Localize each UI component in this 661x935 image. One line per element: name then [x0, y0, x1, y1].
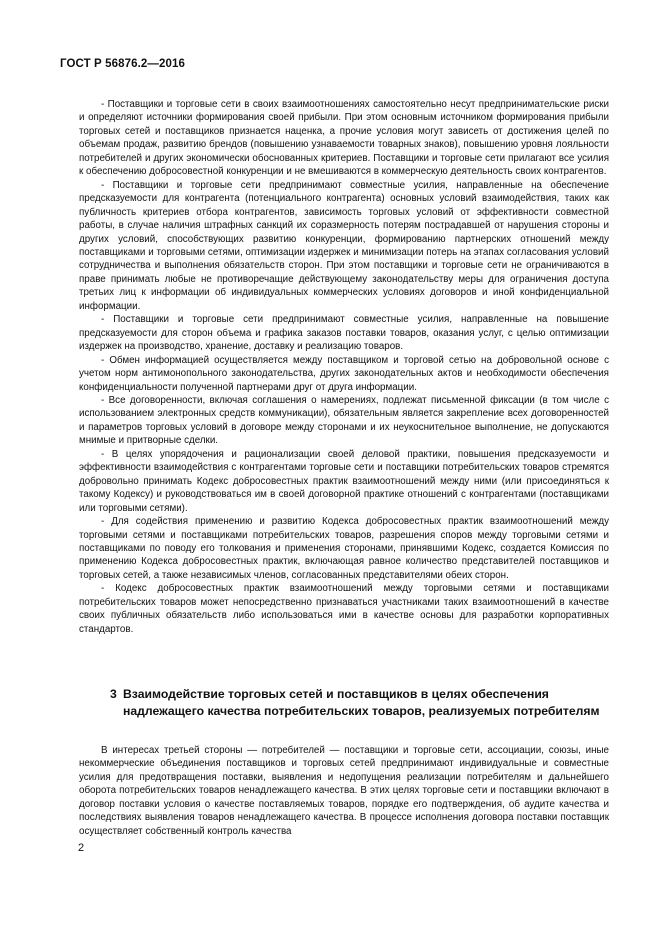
document-header: ГОСТ Р 56876.2—2016: [60, 58, 185, 70]
paragraph-1: - Поставщики и торговые сети в своих взаимоотношениях самостоятельно несут предпринимательские риски и определяют источники формирования своей прибыли. При этом основным источником формирования прибыли торговых сетей и поставщиков признается наценка, а прочие условия могут зависеть от достижения целей по объемам продаж, развитию брендов (повышению узнаваемости товарных знаков), повышению уровня лояльности потребителей и других экономически обоснованных критериев. Поставщики и торговые сети прилагают все усилия к обеспечению добросовестной конкуренции и не вмешиваются в коммерческую деятельность своих контрагентов.: [79, 99, 609, 178]
paragraph-5: - Все договоренности, включая соглашения о намерениях, подлежат письменной фиксации (в том числе с использованием электронных средств коммуникации), обязательным является закрепление всех договоренностей и параметров торговых условий в договоре между сторонами и их неукоснительное выполнение, не допускаются мнимые и притворные сделки.: [79, 394, 609, 447]
section-heading: [110, 686, 600, 720]
paragraph-7: - Для содействия применению и развитию Кодекса добросовестных практик взаимоотношений между торговыми сетями и поставщиками потребительских товаров, разрешения споров между торговыми сетями и поставщиками по поводу его толкования и применения сторонами, принявшими Кодекс, создается Комиссия по применению Кодекса добросовестных практик, включающая равное количество представителей поставщиков и торговых сетей, а также независимых членов, согласованных представителями обеих сторон.: [79, 516, 609, 581]
paragraph-6: - В целях упорядочения и рационализации своей деловой практики, повышения предсказуемости и эффективности взаимодействия с контрагентами торговые сети и поставщики потребительских товаров стремятся добровольно принимать Кодекс добросовестных практик взаимоотношений между ними (или присоединяться к такому Кодексу) и руководствоваться им в своей договорной практике отношений с контрагентами (поставщиками или торговыми сетями).: [79, 448, 609, 514]
section-title: Взаимодействие торговых сетей и поставщиков в целях обеспечения надлежащего качества потребительских товаров, реализуемых потребителям: [123, 687, 600, 718]
paragraph-8: - Кодекс добросовестных практик взаимоотношений между торговыми сетями и поставщиками потребительских товаров может непосредственно признаваться участниками таких взаимоотношений в качестве своих публичных обязательств либо использоваться ими в качестве основы для разработки корпоративных стандартов.: [79, 583, 609, 635]
section-paragraph: В интересах третьей стороны — потребителей — поставщики и торговые сети, ассоциации, союзы, иные некоммерческие объединения поставщиков и торговых сетей предпринимают индивидуальные и совместные усилия для предотвращения поставки, выявления и недопущения реализации потребителям и дальнейшего оборота потребительских товаров ненадлежащего качества. В этих целях торговые сети и поставщики включают в договор поставки условия о качестве поставляемых товаров, порядке его подтверждения, об аудите качества и последствиях выявления товаров ненадлежащего качества. В процессе исполнения договора поставки поставщик осуществляет собственный контроль качества: [79, 745, 609, 837]
section-number: 3: [110, 687, 117, 701]
section-body: [79, 744, 609, 838]
document-body: [79, 98, 609, 636]
paragraph-3: - Поставщики и торговые сети предпринимают совместные усилия, направленные на повышение предсказуемости для сторон объема и графика заказов поставки товаров, оказания услуг, с целью оптимизации издержек на производство, хранение, доставку и реализацию товаров.: [79, 314, 609, 353]
paragraph-2: - Поставщики и торговые сети предпринимают совместные усилия, направленные на обеспечение предсказуемости для контрагента (потенциального контрагента) основных условий взаимодействия, таких как публичность критериев отбора контрагентов, зависимость торговых условий от эффективности совместной работы, в случае наличия штрафных санкций их соразмерность потерям пострадавшей от нарушения стороны и других условий, способствующих развитию конкуренции, формированию партнерских отношений между поставщиками и торговыми сетями, оптимизации издержек и минимизации потерь на этапах согласования условий сотрудничества и выполнения обязательств сторон. При этом поставщики и торговые сети не ограничиваются в праве принимать любые не противоречащие действующему законодательству меры для ограничения доступа третьих лиц к информации об индивидуальных коммерческих условиях договоров и иной конфиденциальной информации.: [79, 179, 609, 312]
paragraph-4: - Обмен информацией осуществляется между поставщиком и торговой сетью на добровольной основе с учетом норм антимонопольного законодательства, других законодательных актов и необходимости обеспечения конфиденциальности полученной партнерами друг от друга информации.: [79, 354, 609, 393]
page-number: 2: [78, 842, 85, 854]
